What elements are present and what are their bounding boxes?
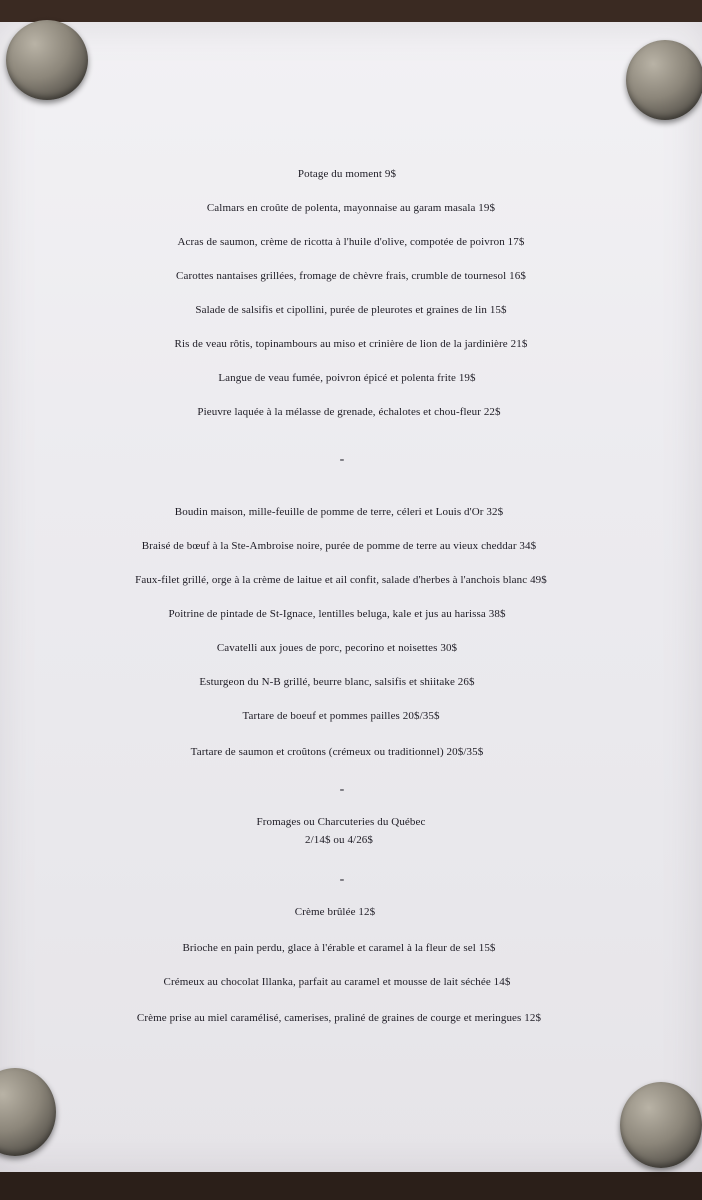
menu-item: Carottes nantaises grillées, fromage de chèvre frais, crumble de tournesol 16$: [176, 270, 526, 282]
menu-item: Tartare de boeuf et pommes pailles 20$/35$: [242, 710, 440, 722]
menu-item: Crémeux au chocolat Illanka, parfait au caramel et mousse de lait séchée 14$: [163, 976, 511, 988]
menu-item: Esturgeon du N-B grillé, beurre blanc, salsifis et shiitake 26$: [199, 676, 475, 688]
menu-item: Tartare de saumon et croûtons (crémeux ou traditionnel) 20$/35$: [190, 746, 484, 758]
menu-item: Acras de saumon, crème de ricotta à l'huile d'olive, compotée de poivron 17$: [177, 236, 525, 248]
cheese-price: 2/14$ ou 4/26$: [304, 834, 373, 846]
menu-item: Crème prise au miel caramélisé, camerises, praliné de graines de courge et meringues 12$: [136, 1012, 542, 1024]
menu-item: Potage du moment 9$: [297, 168, 397, 180]
cheese-title: Fromages ou Charcuteries du Québec: [256, 816, 426, 828]
menu-item: Poitrine de pintade de St-Ignace, lentilles beluga, kale et jus au harissa 38$: [168, 608, 506, 620]
menu-item: Calmars en croûte de polenta, mayonnaise au garam masala 19$: [206, 202, 496, 214]
section-separator: -: [339, 452, 345, 467]
section-separator: -: [339, 872, 345, 887]
magnet-top-right: [626, 40, 702, 120]
section-separator: -: [339, 782, 345, 797]
menu-item: Langue de veau fumée, poivron épicé et polenta frite 19$: [218, 372, 476, 384]
menu-item: Crème brûlée 12$: [294, 906, 376, 918]
menu-item: Salade de salsifis et cipollini, purée de pleurotes et graines de lin 15$: [195, 304, 507, 316]
magnet-bottom-right: [620, 1082, 702, 1168]
menu-item: Ris de veau rôtis, topinambours au miso et crinière de lion de la jardinière 21$: [174, 338, 528, 350]
menu-item: Boudin maison, mille-feuille de pomme de terre, céleri et Louis d'Or 32$: [174, 506, 504, 518]
menu-item: Pieuvre laquée à la mélasse de grenade, échalotes et chou-fleur 22$: [197, 406, 501, 418]
menu-item: Cavatelli aux joues de porc, pecorino et noisettes 30$: [216, 642, 458, 654]
menu-item: Braisé de bœuf à la Ste-Ambroise noire, purée de pomme de terre au vieux cheddar 34$: [141, 540, 537, 552]
menu-paper: [0, 22, 702, 1172]
menu-item: Faux-filet grillé, orge à la crème de laitue et ail confit, salade d'herbes à l'anchois blanc 49$: [135, 574, 547, 586]
magnet-top-left: [6, 20, 88, 100]
menu-item: Brioche en pain perdu, glace à l'érable et caramel à la fleur de sel 15$: [182, 942, 496, 954]
